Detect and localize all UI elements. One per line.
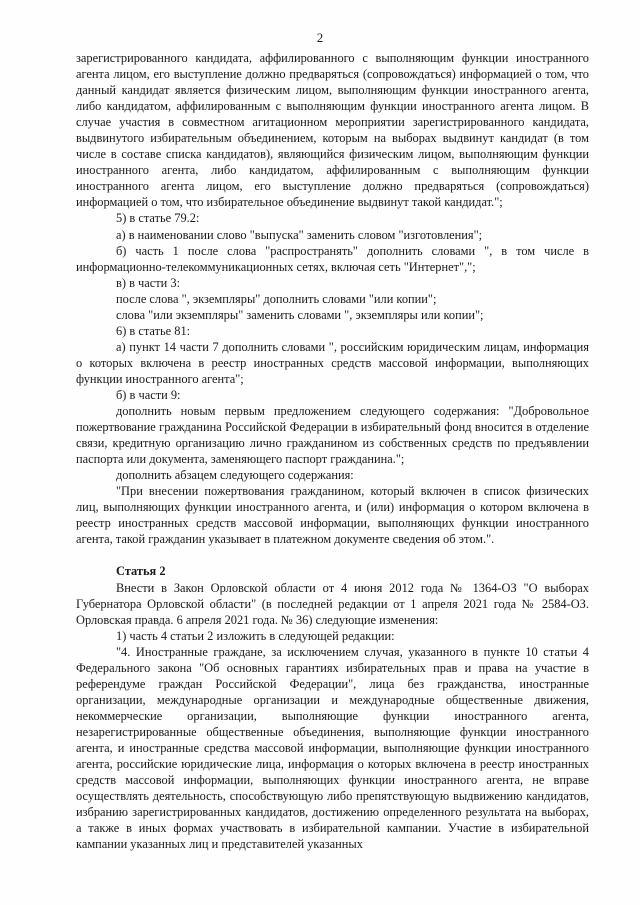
- item-6-article-81: 6) в статье 81:: [116, 323, 191, 338]
- item-5-article-79-2: 5) в статье 79.2:: [116, 211, 200, 226]
- quoted-paragraph: "При внесении пожертвования гражданином, который включен в список физических лиц, выполняющих функции иностранного агента, и (или) информация о котором включена в реестр иностранных средств массовой информации, выполняющих функции иностранного агента, такой гражданин указывает в платежном документе сведения об этом.".: [76, 484, 589, 547]
- subitem-b: б) в части 9:: [116, 387, 181, 402]
- subitem-a: а) пункт 14 части 7 дополнить словами ", российским юридическим лицам, информация о которых включена в реестр иностранных средств массовой информации, выполняющих функции иностранного агента";: [76, 339, 589, 386]
- item-1: 1) часть 4 статьи 2 изложить в следующей редакции:: [116, 628, 395, 643]
- spacer: [76, 547, 589, 563]
- subitem-a: а) в наименовании слово "выпуска" заменить словом "изготовления";: [116, 227, 483, 242]
- amendment-line: слова "или экземпляры" заменить словами ", экземпляры или копии";: [116, 307, 484, 322]
- quoted-paragraph: "4. Иностранные граждане, за исключением случая, указанного в пункте 10 статьи 4 Федерального закона "Об основных гарантиях избирательных прав и права на участие в референдуме граждан Российской Федерации", лица без гражданства, иностранные организации, международные организации и международные общественные движения, некоммерческие организации, выполняющие функции иностранного агента, незарегистрированные общественные объединения, выполняющие функции иностранного агента, и иностранные средства массовой информации, выполняющие функции иностранного агента, российские юридические лица, информация о которых включена в реестр иностранных средств массовой информации, выполняющих функции иностранного агента, не вправе осуществлять деятельность, способствующую либо препятствующую выдвижению кандидатов, избранию зарегистрированных кандидатов, достижению определенного результата на выборах, а также в иных формах участвовать в избирательной кампании. Участие в избирательной кампании указанных лиц и представителей указанных: [76, 644, 589, 852]
- page-number: 2: [316, 30, 324, 45]
- article-2-intro: Внести в Закон Орловской области от 4 июня 2012 года № 1364-ОЗ "О выборах Губернатора Орловской области" (в последней редакции от 1 апреля 2021 года № 2584-ОЗ. Орловская правда. 6 апреля 2021 года. № 36) следующие изменения:: [76, 580, 589, 627]
- amendment-line: после слова ", экземпляры" дополнить словами "или копии";: [116, 291, 437, 306]
- document-body: [76, 50, 589, 852]
- paragraph-continuation: зарегистрированного кандидата, аффилированного с выполняющим функции иностранного агента лицом, его выступление должно предваряться (сопровождаться) информацией о том, что данный кандидат является физическим лицом, выполняющим функции иностранного агента, либо кандидатом, аффилированным с выполняющим функции иностранного агента лицом. В случае участия в совместном агитационном мероприятии зарегистрированного кандидата, выдвинутого избирательным объединением, которым на выборах выдвинут кандидат (в том числе в составе списка кандидатов), являющийся физическим лицом, выполняющим функции иностранного агента, либо кандидатом, аффилированным с выполняющим функции иностранного агента лицом, его выступление должно предваряться (сопровождаться) информацией о том, что избирательное объединение выдвинут такой кандидат.";: [76, 51, 589, 210]
- subitem-v: в) в части 3:: [116, 275, 181, 290]
- amendment-line: дополнить абзацем следующего содержания:: [116, 468, 354, 483]
- subitem-b: б) часть 1 после слова "распространять" дополнить словами ", в том числе в информационно-телекоммуникационных сетях, включая сеть "Интернет",";: [76, 243, 589, 274]
- amendment-paragraph: дополнить новым первым предложением следующего содержания: "Добровольное пожертвование гражданина Российской Федерации в избирательный фонд вносится в отделение связи, кредитную организацию лично гражданином из собственных средств по предъявлении паспорта или документа, заменяющего паспорт гражданина.";: [76, 404, 589, 467]
- article-2-heading: Статья 2: [116, 564, 166, 579]
